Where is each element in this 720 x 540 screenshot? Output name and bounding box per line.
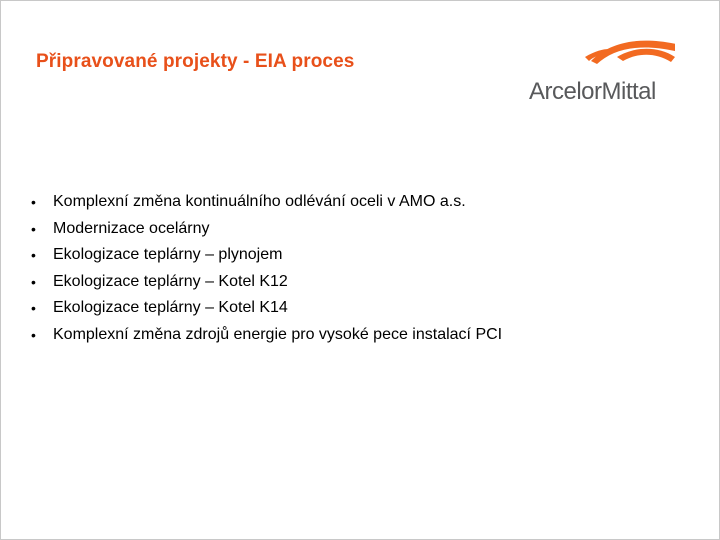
bullet-icon: • xyxy=(31,300,36,316)
bullet-text: Ekologizace teplárny – Kotel K12 xyxy=(53,272,288,290)
bullet-text: Ekologizace teplárny – Kotel K14 xyxy=(53,299,288,316)
bullet-text: Komplexní změna kontinuálního odlévání oceli v AMO a.s. xyxy=(53,193,466,210)
bullet-icon: • xyxy=(31,273,36,290)
bullet-text: Modernizace ocelárny xyxy=(53,219,210,237)
bullet-text: Komplexní změna zdrojů energie pro vysoké pece instalací PCI xyxy=(53,325,503,343)
arcelormittal-logo xyxy=(525,31,675,106)
bullet-icon: • xyxy=(31,326,36,343)
bullet-text: Ekologizace teplárny – plynojem xyxy=(53,246,283,263)
bullet-icon: • xyxy=(31,247,36,263)
arcelormittal-arc-logo-icon xyxy=(525,31,675,106)
bullet-icon: • xyxy=(31,194,36,210)
slide-title: Připravované projekty - EIA proces xyxy=(36,51,355,72)
logo-wordmark: ArcelorMittal xyxy=(529,78,656,105)
bullet-icon: • xyxy=(31,220,36,237)
